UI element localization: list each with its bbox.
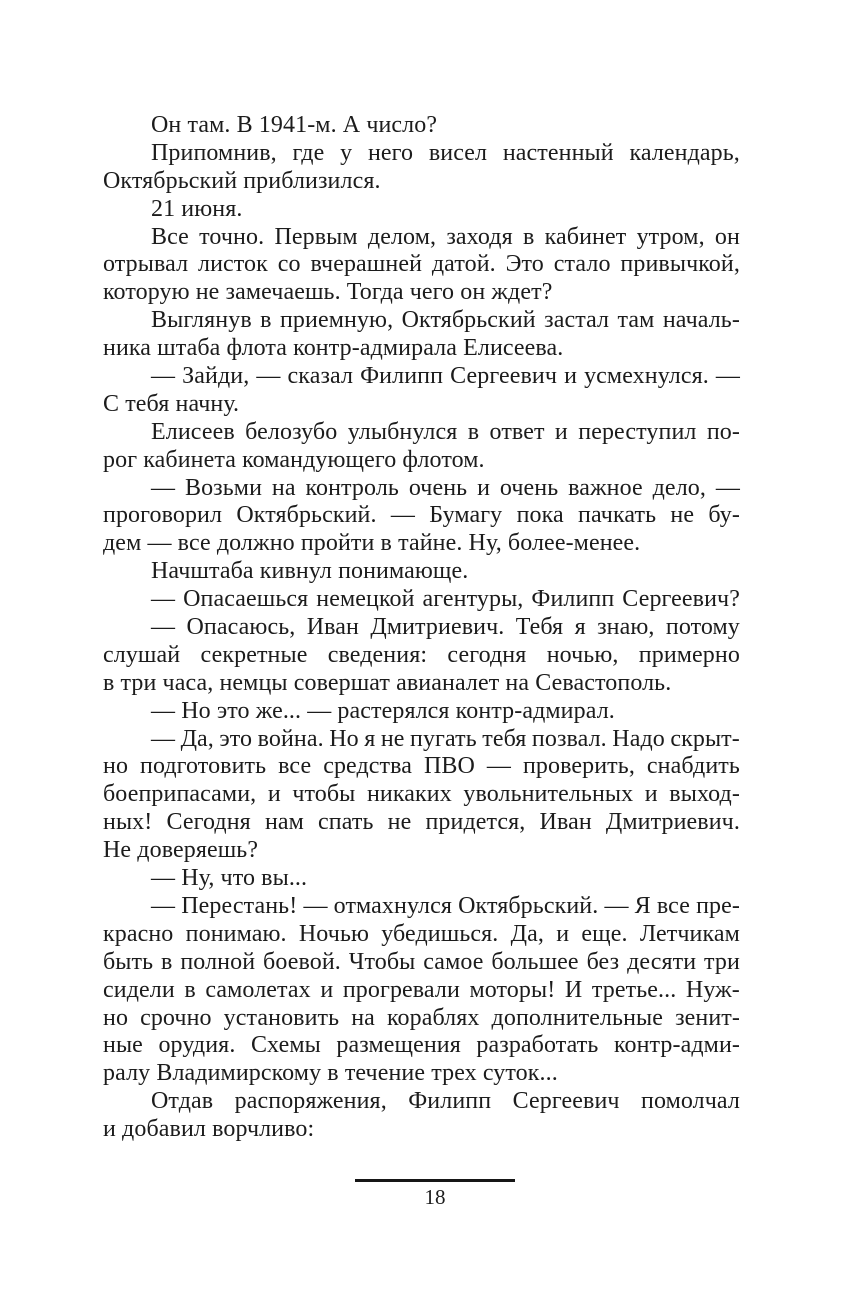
text-line: 21 июня.	[151, 195, 243, 222]
page-number: 18	[424, 1185, 446, 1209]
footer-rule	[355, 1179, 515, 1182]
text-line: Припомнив, где у него висел настенный календарь,	[151, 139, 740, 166]
text-line: Он там. В 1941-м. А число?	[151, 112, 438, 138]
text-line: ных! Сегодня нам спать не придется, Иван Дмитриевич.	[103, 809, 740, 836]
text-line: дем — все должно пройти в тайне. Ну, более-менее.	[103, 530, 641, 557]
text-line: — Возьми на контроль очень и очень важное дело, —	[151, 474, 740, 501]
text-line: Октябрьский приблизился.	[103, 167, 381, 194]
text-line: — Но это же... — растерялся контр-адмирал.	[151, 697, 615, 724]
text-line: в три часа, немцы совершат авианалет на Севастополь.	[103, 669, 672, 696]
text-line: — Да, это война. Но я не пугать тебя позвал. Надо скрыт-	[151, 725, 740, 752]
text-line: — Опасаюсь, Иван Дмитриевич. Тебя я знаю, потому	[151, 614, 740, 641]
text-line: ника штаба флота контр-адмирала Елисеева.	[103, 335, 564, 362]
text-line: — Ну, что вы...	[151, 865, 308, 892]
text-line: проговорил Октябрьский. — Бумагу пока пачкать не бу-	[103, 502, 740, 529]
text-line: Все точно. Первым делом, заходя в кабинет утром, он	[151, 223, 740, 250]
text-line: ные орудия. Схемы размещения разработать контр-адми-	[103, 1032, 740, 1059]
text-line: Не доверяешь?	[103, 837, 259, 864]
text-line: красно понимаю. Ночью убедишься. Да, и еще. Летчикам	[103, 920, 740, 947]
text-line: ралу Владимирскому в течение трех суток...	[103, 1060, 558, 1087]
text-line: С тебя начну.	[103, 390, 240, 417]
text-line: Выглянув в приемную, Октябрьский застал там началь-	[151, 307, 740, 334]
text-line: но подготовить все средства ПВО — проверить, снабдить	[103, 753, 740, 780]
text-line: Отдав распоряжения, Филипп Сергеевич помолчал	[151, 1088, 740, 1115]
text-line: рог кабинета командующего флотом.	[103, 446, 485, 473]
text-line: слушай секретные сведения: сегодня ночью, примерно	[103, 641, 740, 668]
text-line: — Зайди, — сказал Филипп Сергеевич и усмехнулся. —	[151, 363, 740, 390]
text-line: которую не замечаешь. Тогда чего он ждет?	[103, 279, 553, 306]
text-line: Елисеев белозубо улыбнулся в ответ и переступил по-	[151, 418, 740, 445]
text-line: быть в полной боевой. Чтобы самое большее без десяти три	[103, 948, 740, 975]
text-line: — Опасаешься немецкой агентуры, Филипп Сергеевич?	[151, 586, 740, 613]
text-line: сидели в самолетах и прогревали моторы! И третье... Нуж-	[103, 976, 740, 1003]
text-line: и добавил ворчливо:	[103, 1116, 315, 1143]
page-text	[103, 112, 740, 1144]
text-line: но срочно установить на кораблях дополнительные зенит-	[103, 1004, 740, 1031]
text-line: отрывал листок со вчерашней датой. Это стало привычкой,	[103, 251, 740, 278]
text-line: — Перестань! — отмахнулся Октябрьский. — Я все пре-	[151, 892, 740, 919]
text-line: боеприпасами, и чтобы никаких увольнительных и выход-	[103, 781, 740, 808]
text-line: Начштаба кивнул понимающе.	[151, 558, 469, 585]
